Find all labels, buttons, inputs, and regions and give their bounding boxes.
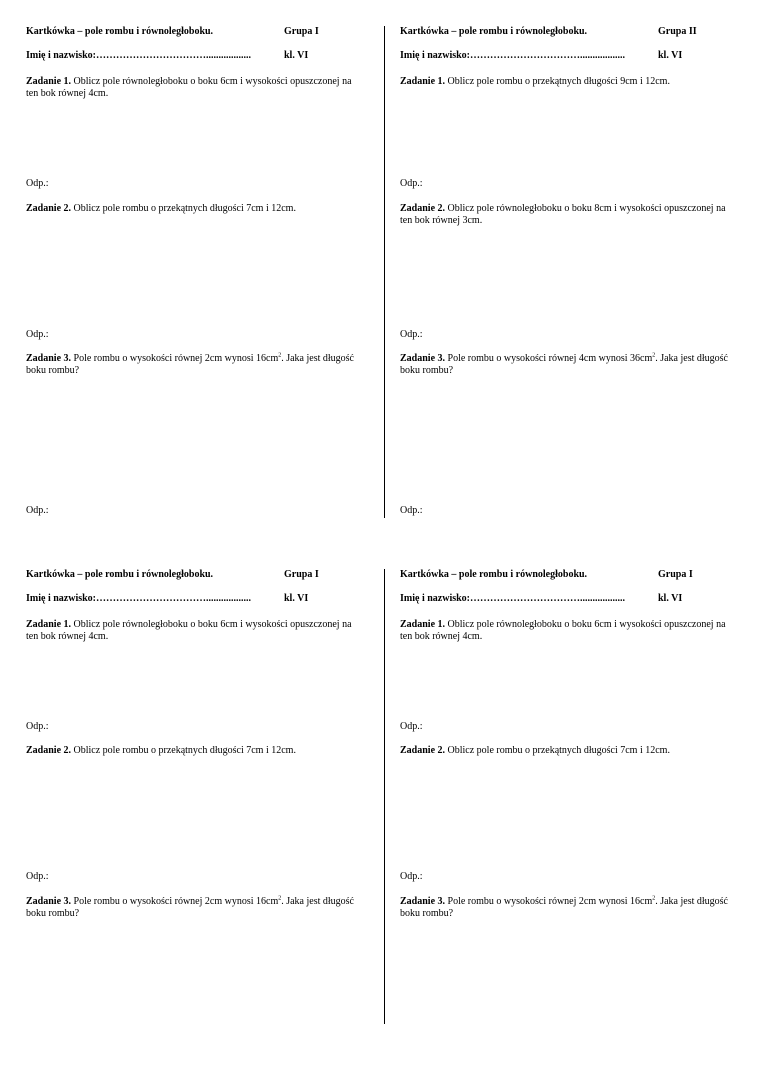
quiz-card-bottom-right	[400, 569, 740, 1069]
quiz-header	[400, 26, 740, 38]
answer-label: Odp.:	[400, 505, 423, 516]
superscript: 2	[652, 352, 656, 359]
student-name-line	[400, 593, 740, 605]
task-text: Pole rombu o wysokości równej 4cm wynosi 36cm	[447, 353, 653, 364]
task-label: Zadanie 3.	[26, 896, 72, 907]
task-text: Pole rombu o wysokości równej 2cm wynosi 16cm	[73, 353, 279, 364]
task-text: Oblicz pole rombu o przekątnych długości 7cm i 12cm.	[73, 203, 296, 214]
group-label: Grupa I	[658, 569, 693, 580]
group-label: Grupa I	[284, 26, 319, 37]
task-1	[400, 76, 730, 88]
group-label: Grupa II	[658, 26, 697, 37]
task-text: Oblicz pole równoległoboku o boku 6cm i wysokości opuszczonej na ten bok równej 4cm.	[26, 76, 352, 99]
class-label: kl. VI	[658, 50, 683, 61]
task-label: Zadanie 2.	[400, 203, 446, 214]
task-3	[400, 896, 730, 920]
student-name-line	[400, 50, 740, 62]
task-text: Oblicz pole rombu o przekątnych długości 9cm i 12cm.	[447, 76, 670, 87]
task-text: Oblicz pole równoległoboku o boku 6cm i wysokości opuszczonej na ten bok równej 4cm.	[26, 619, 352, 642]
student-name-line	[26, 50, 366, 62]
quiz-card-top-left	[26, 26, 366, 526]
task-1	[26, 76, 356, 100]
task-label: Zadanie 3.	[26, 353, 72, 364]
task-text-after: . Jaka jest długość boku rombu?	[400, 353, 728, 376]
task-label: Zadanie 1.	[26, 76, 72, 87]
class-label: kl. VI	[284, 50, 309, 61]
task-text: Pole rombu o wysokości równej 2cm wynosi 16cm	[447, 896, 653, 907]
name-label: Imię i nazwisko:……………………………..................	[26, 50, 251, 61]
task-text: Oblicz pole równoległoboku o boku 6cm i wysokości opuszczonej na ten bok równej 4cm.	[400, 619, 726, 642]
task-text: Oblicz pole rombu o przekątnych długości 7cm i 12cm.	[73, 745, 296, 756]
superscript: 2	[278, 352, 282, 359]
task-text: Pole rombu o wysokości równej 2cm wynosi 16cm	[73, 896, 279, 907]
quiz-title: Kartkówka – pole rombu i równoległoboku.	[400, 26, 588, 37]
task-3	[26, 896, 356, 920]
answer-label: Odp.:	[400, 871, 423, 882]
task-3	[400, 353, 730, 377]
name-label: Imię i nazwisko:……………………………..................	[400, 593, 625, 604]
task-2	[26, 203, 356, 215]
task-label: Zadanie 1.	[26, 619, 72, 630]
answer-label: Odp.:	[26, 178, 49, 189]
answer-label: Odp.:	[400, 178, 423, 189]
task-text: Oblicz pole rombu o przekątnych długości 7cm i 12cm.	[447, 745, 670, 756]
answer-label: Odp.:	[400, 329, 423, 340]
answer-label: Odp.:	[26, 871, 49, 882]
answer-label: Odp.:	[26, 721, 49, 732]
task-label: Zadanie 1.	[400, 76, 446, 87]
answer-label: Odp.:	[400, 721, 423, 732]
group-label: Grupa I	[284, 569, 319, 580]
answer-label: Odp.:	[26, 505, 49, 516]
quiz-title: Kartkówka – pole rombu i równoległoboku.	[26, 569, 214, 580]
column-divider-bottom	[384, 569, 385, 1024]
quiz-title: Kartkówka – pole rombu i równoległoboku.	[26, 26, 214, 37]
task-label: Zadanie 3.	[400, 896, 446, 907]
quiz-card-bottom-left	[26, 569, 366, 1069]
quiz-header	[26, 569, 366, 581]
task-text-after: . Jaka jest długość boku rombu?	[26, 353, 354, 376]
superscript: 2	[278, 895, 282, 902]
task-2	[400, 203, 730, 227]
superscript: 2	[652, 895, 656, 902]
task-2	[26, 745, 356, 757]
task-text-after: . Jaka jest długość boku rombu?	[400, 896, 728, 919]
answer-label: Odp.:	[26, 329, 49, 340]
task-label: Zadanie 1.	[400, 619, 446, 630]
task-text-after: . Jaka jest długość boku rombu?	[26, 896, 354, 919]
quiz-card-top-right	[400, 26, 740, 526]
task-3	[26, 353, 356, 377]
task-1	[400, 619, 730, 643]
task-label: Zadanie 3.	[400, 353, 446, 364]
class-label: kl. VI	[284, 593, 309, 604]
task-label: Zadanie 2.	[400, 745, 446, 756]
class-label: kl. VI	[658, 593, 683, 604]
student-name-line	[26, 593, 366, 605]
name-label: Imię i nazwisko:……………………………..................	[26, 593, 251, 604]
task-label: Zadanie 2.	[26, 745, 72, 756]
quiz-title: Kartkówka – pole rombu i równoległoboku.	[400, 569, 588, 580]
name-label: Imię i nazwisko:……………………………..................	[400, 50, 625, 61]
quiz-header	[26, 26, 366, 38]
task-1	[26, 619, 356, 643]
task-label: Zadanie 2.	[26, 203, 72, 214]
quiz-header	[400, 569, 740, 581]
task-2	[400, 745, 730, 757]
column-divider-top	[384, 26, 385, 518]
task-text: Oblicz pole równoległoboku o boku 8cm i wysokości opuszczonej na ten bok równej 3cm.	[400, 203, 726, 226]
